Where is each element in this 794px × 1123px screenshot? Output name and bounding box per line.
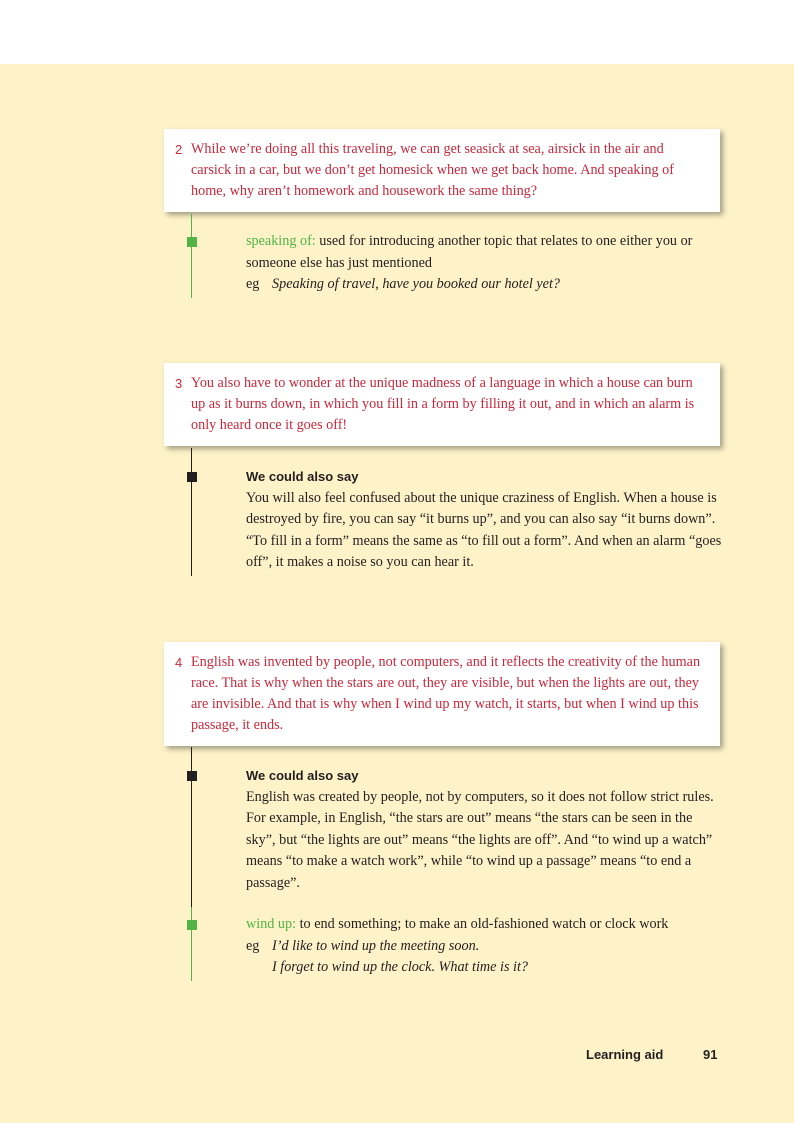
- also-say-marker-icon: [187, 472, 197, 482]
- quote-box-2: [164, 129, 720, 212]
- vocab-note-speaking-of: [246, 231, 722, 296]
- vocab-marker-icon: [187, 237, 197, 247]
- vocab-definition-text: to end something; to make an old-fashioned watch or clock work: [299, 916, 669, 932]
- vocab-example: [246, 274, 722, 296]
- vocab-rule-line: [191, 214, 192, 298]
- vocab-example: [246, 936, 722, 958]
- vocab-rule-line: [191, 907, 192, 981]
- example-sentence: I’d like to wind up the meeting soon.: [272, 937, 480, 954]
- vocab-definition-text: used for introducing another topic that relates to one either you or someone else has just mentioned: [246, 233, 693, 271]
- vocab-term: speaking of:: [246, 233, 316, 249]
- quote-text: English was invented by people, not computers, and it reflects the creativity of the human race. That is why when the stars are out, they are visible, but when the lights are out, they are invisible. And that is why when I wind up my watch, it starts, but when I wind up this passage, it ends.: [191, 654, 701, 733]
- eg-label: eg: [246, 937, 260, 954]
- quote-number: 3: [175, 376, 183, 391]
- vocab-note-wind-up: [246, 914, 722, 979]
- also-say-note-4: [246, 765, 722, 894]
- also-say-heading: We could also say: [246, 469, 359, 484]
- page-number: 91: [703, 1047, 718, 1062]
- quote-text: While we’re doing all this traveling, we can get seasick at sea, airsick in the air and carsick in a car, but we don’t get homesick when we get back home. And speaking of home, why aren’t homework and housework the same thing?: [191, 141, 674, 199]
- also-say-note-3: [246, 466, 722, 574]
- also-say-marker-icon: [187, 771, 197, 781]
- vocab-definition: [246, 914, 722, 936]
- example-sentence: Speaking of travel, have you booked our hotel yet?: [272, 276, 560, 292]
- vocab-definition: [246, 231, 722, 274]
- quote-box-3: [164, 363, 720, 446]
- also-say-rule-line: [191, 448, 192, 576]
- eg-label: eg: [246, 276, 260, 292]
- also-say-text: You will also feel confused about the unique craziness of English. When a house is destroyed by fire, you can say “it burns up”, and you can also say “it burns down”. “To fill in a form” means the same as “to fill out a form”. And when an alarm “goes off”, it makes a noise so you can hear it.: [246, 489, 722, 570]
- also-say-heading: We could also say: [246, 768, 359, 783]
- quote-number: 4: [175, 655, 183, 670]
- example-sentence: I forget to wind up the clock. What time is it?: [272, 959, 528, 975]
- quote-number: 2: [175, 142, 183, 157]
- quote-box-4: [164, 642, 720, 746]
- quote-text: You also have to wonder at the unique madness of a language in which a house can burn up as it burns down, in which you fill in a form by filling it out, and in which an alarm is only heard once it goes off!: [191, 375, 695, 433]
- vocab-term: wind up:: [246, 916, 297, 932]
- footer-section-label: Learning aid: [586, 1047, 664, 1062]
- vocab-marker-icon: [187, 920, 197, 930]
- also-say-text: English was created by people, not by computers, so it does not follow strict rules. For example, in English, “the stars are out” means “the stars can be seen in the sky”, but “the lights are out” means “the lights are off”. And “to wind up a watch” means “to make a watch work”, while “to wind up a passage” means “to end a passage”.: [246, 788, 714, 891]
